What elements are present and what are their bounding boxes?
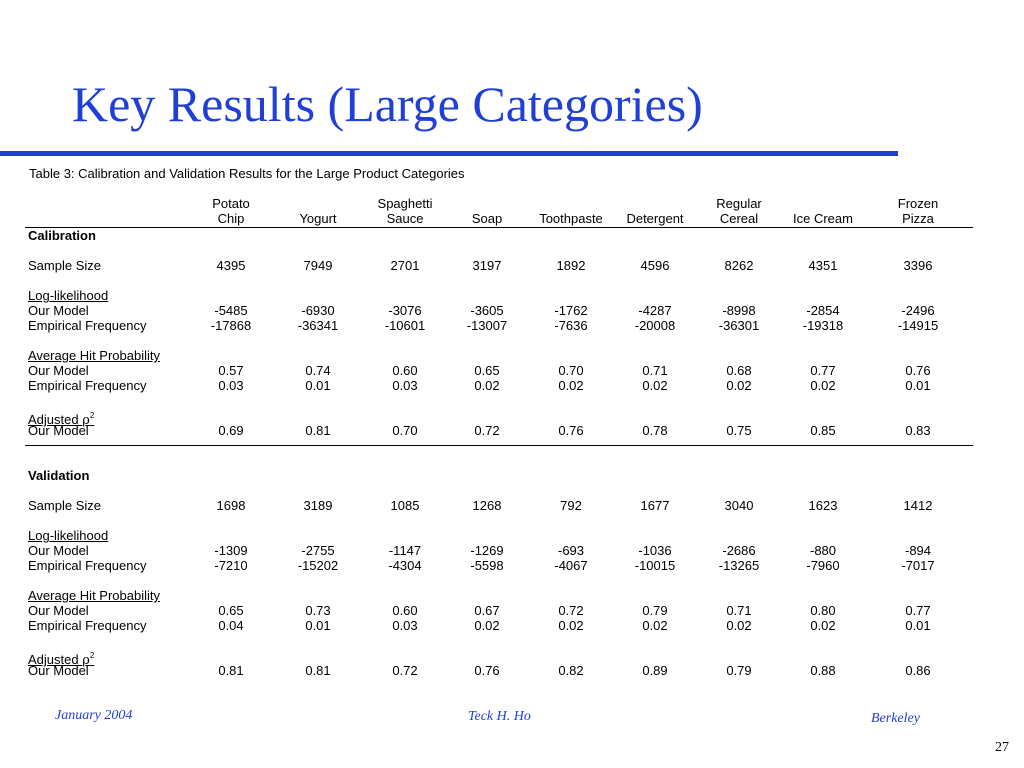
table-row	[25, 258, 973, 273]
table-row	[25, 378, 973, 393]
table-row	[25, 603, 973, 618]
column-header-line2: Chip	[217, 211, 245, 226]
our-model-label: Our Model	[28, 363, 89, 378]
table-cell: -19318	[802, 318, 844, 333]
table-cell: 3040	[724, 498, 754, 513]
table-cell: 0.68	[726, 363, 752, 378]
rho-superscript: 2	[89, 651, 95, 660]
table-cell: 0.73	[305, 603, 331, 618]
table-cell: -20008	[634, 318, 676, 333]
spacer	[25, 513, 973, 528]
table-cell: -2686	[722, 543, 756, 558]
average-hit-probability-heading-row	[25, 348, 973, 363]
table-cell: -7210	[214, 558, 248, 573]
table-cell: -2496	[901, 303, 935, 318]
column-header-line2: Yogurt	[299, 211, 337, 226]
column-header-line2: Toothpaste	[539, 211, 603, 226]
table-cell: -894	[904, 543, 932, 558]
table-cell: -8998	[722, 303, 756, 318]
column-header-line2: Soap	[471, 211, 503, 226]
table-row	[25, 423, 973, 438]
table-cell: 0.77	[810, 363, 836, 378]
adjusted-rho-heading-row	[25, 648, 973, 668]
rho-superscript: 2	[89, 411, 95, 420]
table-cell: 0.02	[558, 618, 584, 633]
footer-author: Teck H. Ho	[468, 709, 531, 724]
column-header	[273, 196, 363, 226]
table-cell: 3197	[472, 258, 502, 273]
column-header	[778, 196, 868, 226]
table-cell: 0.71	[642, 363, 668, 378]
table-cell: 0.79	[642, 603, 668, 618]
table-cell: -10015	[634, 558, 676, 573]
column-header	[186, 196, 276, 226]
column-header	[873, 196, 963, 226]
table-cell: 0.60	[392, 363, 418, 378]
table-cell: 0.70	[392, 423, 418, 438]
table-cell: 0.76	[558, 423, 584, 438]
column-header-line1	[778, 196, 868, 211]
table-cell: 3189	[303, 498, 333, 513]
table-cell: 0.02	[474, 618, 500, 633]
table-cell: 8262	[724, 258, 754, 273]
table-cell: 0.04	[218, 618, 244, 633]
average-hit-probability-heading: Average Hit Probability	[28, 348, 160, 363]
table-row	[25, 318, 973, 333]
spacer	[25, 453, 973, 468]
table-cell: 0.03	[218, 378, 244, 393]
table-cell: 0.76	[474, 663, 500, 678]
table-cell: 0.65	[474, 363, 500, 378]
table-cell: -1036	[638, 543, 672, 558]
table-cell: 0.02	[726, 378, 752, 393]
table-cell: 792	[560, 498, 582, 513]
table-cell: 0.67	[474, 603, 500, 618]
empirical-frequency-label: Empirical Frequency	[28, 318, 147, 333]
table-cell: -1147	[388, 543, 422, 558]
column-header	[360, 196, 450, 226]
table-cell: -1269	[470, 543, 504, 558]
log-likelihood-heading-row	[25, 528, 973, 543]
table-cell: -3605	[470, 303, 504, 318]
column-header	[610, 196, 700, 226]
table-cell: 0.02	[642, 618, 668, 633]
table-cell: -5485	[214, 303, 248, 318]
column-header	[442, 196, 532, 226]
table-cell: -3076	[388, 303, 422, 318]
table-row	[25, 498, 973, 513]
table-cell: 0.85	[810, 423, 836, 438]
table-cell: -880	[809, 543, 837, 558]
column-header-line1: Spaghetti	[377, 196, 433, 211]
our-model-label: Our Model	[28, 663, 89, 678]
table-cell: 0.75	[726, 423, 752, 438]
column-header-line1	[610, 196, 700, 211]
page-number: 27	[995, 740, 1009, 755]
our-model-label: Our Model	[28, 543, 89, 558]
table-cell: 0.76	[905, 363, 931, 378]
footer-date: January 2004	[55, 708, 133, 723]
table-cell: -4067	[554, 558, 588, 573]
table-cell: 4395	[216, 258, 246, 273]
calibration-heading: Calibration	[28, 228, 96, 243]
table-cell: 0.02	[474, 378, 500, 393]
our-model-label: Our Model	[28, 603, 89, 618]
results-table	[25, 196, 973, 678]
spacer	[25, 333, 973, 348]
table-cell: 7949	[303, 258, 333, 273]
column-header-line2: Cereal	[719, 211, 759, 226]
table-cell: -2755	[301, 543, 335, 558]
table-cell: 0.79	[726, 663, 752, 678]
table-cell: 0.60	[392, 603, 418, 618]
table-cell: 0.78	[642, 423, 668, 438]
table-cell: 0.77	[905, 603, 931, 618]
table-body	[25, 228, 973, 678]
table-cell: 0.03	[392, 378, 418, 393]
table-cell: -1762	[554, 303, 588, 318]
average-hit-probability-heading-row	[25, 588, 973, 603]
table-cell: 0.86	[905, 663, 931, 678]
table-cell: 0.65	[218, 603, 244, 618]
column-header-line1: Potato	[212, 196, 250, 211]
empirical-frequency-label: Empirical Frequency	[28, 618, 147, 633]
table-row	[25, 543, 973, 558]
table-cell: -7960	[806, 558, 840, 573]
table-cell: 0.02	[558, 378, 584, 393]
table-cell: 0.72	[474, 423, 500, 438]
log-likelihood-heading-row	[25, 288, 973, 303]
title-rule	[0, 151, 898, 156]
table-cell: 4351	[808, 258, 838, 273]
table-cell: 1698	[216, 498, 246, 513]
table-cell: 0.01	[905, 618, 931, 633]
table-cell: 0.89	[642, 663, 668, 678]
table-cell: -5598	[470, 558, 504, 573]
spacer	[25, 633, 973, 648]
spacer	[25, 393, 973, 408]
calibration-heading-row	[25, 228, 973, 243]
table-cell: -6930	[301, 303, 335, 318]
table-cell: 0.70	[558, 363, 584, 378]
table-cell: -7636	[554, 318, 588, 333]
table-cell: 0.72	[558, 603, 584, 618]
average-hit-probability-heading: Average Hit Probability	[28, 588, 160, 603]
table-header	[25, 196, 973, 228]
table-cell: 1892	[556, 258, 586, 273]
table-cell: 0.81	[305, 423, 331, 438]
table-row	[25, 363, 973, 378]
table-cell: 0.57	[218, 363, 244, 378]
column-header-line1	[442, 196, 532, 211]
table-row	[25, 618, 973, 633]
spacer	[25, 573, 973, 588]
rho-symbol: ρ	[82, 653, 90, 668]
table-row	[25, 303, 973, 318]
table-caption: Table 3: Calibration and Validation Results for the Large Product Categories	[29, 166, 465, 181]
table-cell: -4287	[638, 303, 672, 318]
table-cell: 0.69	[218, 423, 244, 438]
validation-heading-row	[25, 468, 973, 483]
table-cell: -4304	[388, 558, 422, 573]
footer-place: Berkeley	[871, 711, 920, 726]
table-cell: 0.01	[305, 378, 331, 393]
log-likelihood-heading: Log-likelihood	[28, 528, 109, 543]
column-header	[526, 196, 616, 226]
table-cell: 0.72	[392, 663, 418, 678]
table-cell: 0.02	[726, 618, 752, 633]
empirical-frequency-label: Empirical Frequency	[28, 378, 147, 393]
table-cell: 0.03	[392, 618, 418, 633]
rho-symbol: ρ	[82, 413, 90, 428]
table-cell: -36341	[297, 318, 339, 333]
column-header-line2: Pizza	[902, 211, 934, 226]
table-cell: 0.71	[726, 603, 752, 618]
table-row	[25, 558, 973, 573]
column-header-line2: Ice Cream	[793, 211, 853, 226]
table-cell: 2701	[390, 258, 420, 273]
column-header-line1: Regular	[716, 196, 762, 211]
table-cell: -15202	[297, 558, 339, 573]
section-divider	[25, 445, 973, 446]
table-cell: 0.02	[810, 378, 836, 393]
adjusted-label: Adjusted	[28, 412, 83, 427]
slide-title: Key Results (Large Categories)	[72, 76, 703, 132]
column-header	[694, 196, 784, 226]
table-cell: -7017	[901, 558, 935, 573]
table-cell: 0.02	[810, 618, 836, 633]
table-cell: -2854	[806, 303, 840, 318]
our-model-label: Our Model	[28, 423, 89, 438]
table-cell: -693	[557, 543, 585, 558]
table-cell: 0.88	[810, 663, 836, 678]
empirical-frequency-label: Empirical Frequency	[28, 558, 147, 573]
table-cell: 3396	[903, 258, 933, 273]
table-cell: 0.81	[305, 663, 331, 678]
adjusted-label: Adjusted	[28, 652, 83, 667]
spacer	[25, 243, 973, 258]
table-cell: -10601	[384, 318, 426, 333]
column-header-line1: Frozen	[897, 196, 939, 211]
table-cell: -36301	[718, 318, 760, 333]
table-cell: 0.01	[305, 618, 331, 633]
column-header-line1	[526, 196, 616, 211]
sample-size-label: Sample Size	[28, 258, 101, 273]
table-cell: 1412	[903, 498, 933, 513]
adjusted-rho-heading-row	[25, 408, 973, 428]
table-cell: 1623	[808, 498, 838, 513]
table-cell: 0.80	[810, 603, 836, 618]
column-header-line2: Detergent	[626, 211, 684, 226]
table-cell: 1268	[472, 498, 502, 513]
our-model-label: Our Model	[28, 303, 89, 318]
table-cell: 0.83	[905, 423, 931, 438]
table-cell: 1085	[390, 498, 420, 513]
sample-size-label: Sample Size	[28, 498, 101, 513]
table-cell: 0.02	[642, 378, 668, 393]
spacer	[25, 273, 973, 288]
validation-heading: Validation	[28, 468, 90, 483]
table-cell: 0.74	[305, 363, 331, 378]
table-cell: -13265	[718, 558, 760, 573]
table-cell: -14915	[897, 318, 939, 333]
table-cell: -1309	[214, 543, 248, 558]
table-cell: -13007	[466, 318, 508, 333]
spacer	[25, 483, 973, 498]
table-cell: -17868	[210, 318, 252, 333]
table-cell: 0.82	[558, 663, 584, 678]
table-cell: 0.81	[218, 663, 244, 678]
column-header-line1	[273, 196, 363, 211]
table-cell: 0.01	[905, 378, 931, 393]
log-likelihood-heading: Log-likelihood	[28, 288, 109, 303]
table-row	[25, 663, 973, 678]
table-cell: 4596	[640, 258, 670, 273]
table-cell: 1677	[640, 498, 670, 513]
column-header-line2: Sauce	[386, 211, 424, 226]
